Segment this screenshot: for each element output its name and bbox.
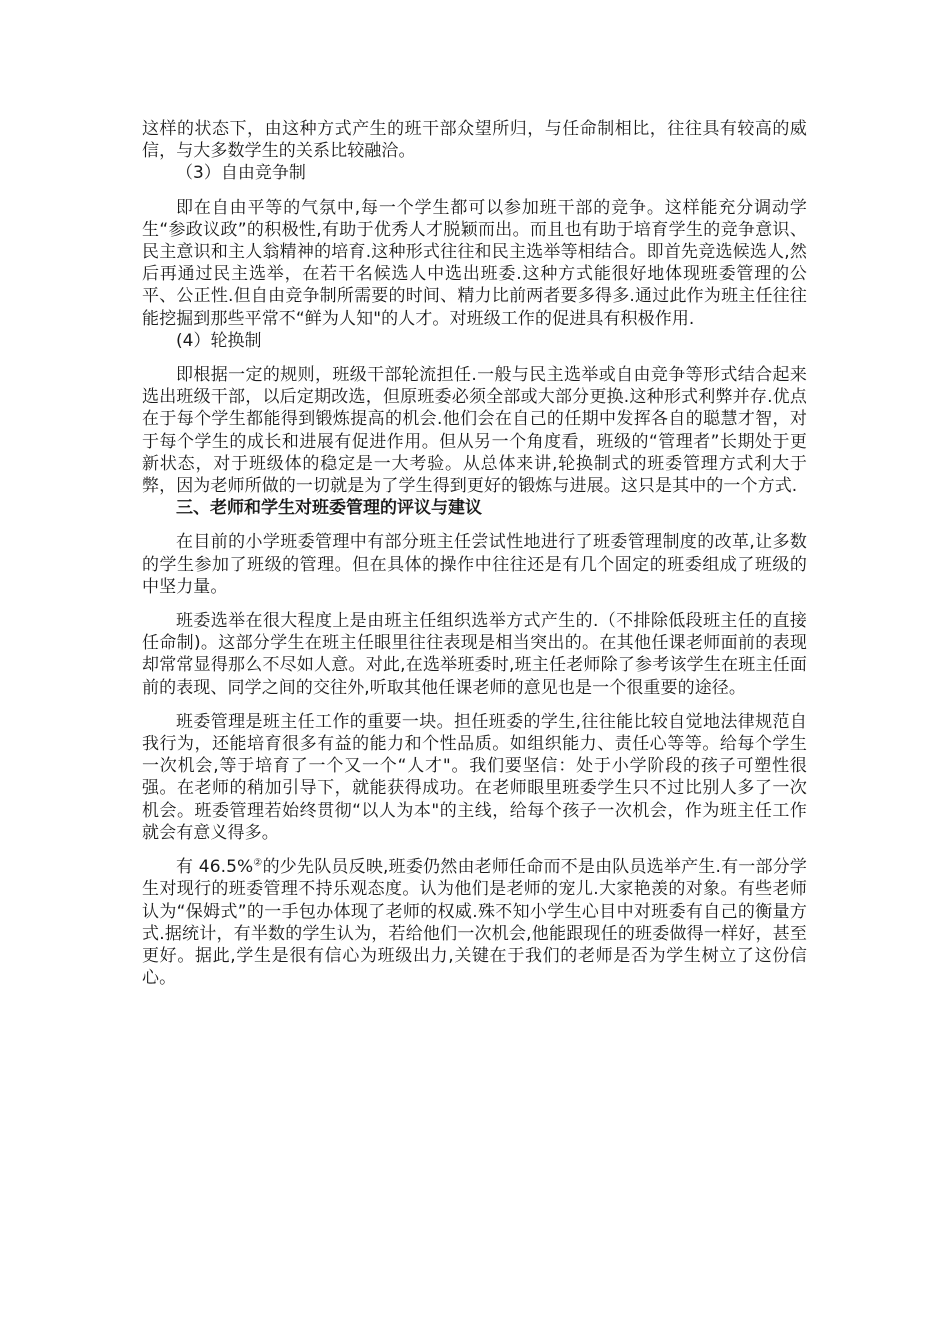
paragraph-continuation: 这样的状态下，由这种方式产生的班干部众望所归，与任命制相比，往往具有较高的威信，与大多数学生的关系比较融洽。	[142, 119, 807, 162]
paragraph-election: 班委选举在很大程度上是由班主任组织选举方式产生的.（不排除低段班主任的直接任命制)。这部分学生在班主任眼里往往表现是相当突出的。在其他任课老师面前的表现却常常显得那么不尽如人意。对此,在选举班委时,班主任老师除了参考该学生在班主任面前的表现、同学之间的交往外,听取其他任课老师的意见也是一个很重要的途径。	[142, 611, 807, 698]
paragraph-importance: 班委管理是班主任工作的重要一块。担任班委的学生,往往能比较自觉地法律规范自我行为，还能培育很多有益的能力和个性品质。如组织能力、责任心等等。给每个学生一次机会,等于培育了一个又一个“人才"。我们要坚信：处于小学阶段的孩子可塑性很强。在老师的稍加引导下，就能获得成功。在老师眼里班委学生只不过比别人多了一次机会。班委管理若始终贯彻“以人为本"的主线，给每个孩子一次机会，作为班主任工作就会有意义得多。	[142, 711, 807, 843]
section-heading: 三、老师和学生对班委管理的评议与建议	[176, 498, 482, 519]
paragraph-reform: 在目前的小学班委管理中有部分班主任尝试性地进行了班委管理制度的改革,让多数的学生参加了班级的管理。但在具体的操作中往往还是有几个固定的班委组成了班级的中坚力量。	[142, 532, 807, 597]
statistics-rest: 的少先队员反映,班委仍然由老师任命而不是由队员选举产生.有一部分学生对现行的班委管理不持乐观态度。认为他们是老师的宠儿.大家艳羡的对象。有些老师认为“保姆式”的一手包办体现了老师的权威.殊不知小学生心目中对班委有自己的衡量方式.据统计，有半数的学生认为，若给他们一次机会,他能跟现任的班委做得一样好，甚至更好。据此,学生是很有信心为班级出力,关键在于我们的老师是否为学生树立了这份信心。	[142, 857, 808, 989]
subheading-rotation: (4）轮换制	[176, 330, 262, 351]
paragraph-statistics	[142, 856, 807, 989]
document-page	[142, 118, 807, 989]
paragraph-rotation: 即根据一定的规则，班级干部轮流担任.一般与民主选举或自由竞争等形式结合起来选出班级干部，以后定期改选，但原班委必须全部或大部分更换.这种形式利弊并存.优点在于每个学生都能得到锻炼提高的机会.他们会在自己的任期中发挥各自的聪慧才智，对于每个学生的成长和进展有促进作用。但从另一个角度看，班级的“管理者”长期处于更新状态，对于班级体的稳定是一大考验。从总体来讲,轮换制式的班委管理方式利大于弊，因为老师所做的一切就是为了学生得到更好的锻炼与进展。这只是其中的一个方式.	[142, 365, 807, 497]
footnote-ref[interactable]: ②	[253, 857, 263, 869]
subheading-free-competition: （3）自由竞争制	[176, 163, 306, 184]
paragraph-free-competition: 即在自由平等的气氛中,每一个学生都可以参加班干部的竞争。这样能充分调动学生“参政议政”的积极性,有助于优秀人才脱颖而出。而且也有助于培育学生的竞争意识、民主意识和主人翁精神的培育.这种形式往往和民主选举等相结合。即首先竞选候选人,然后再通过民主选举，在若干名候选人中选出班委.这种方式能很好地体现班委管理的公平、公正性.但自由竞争制所需要的时间、精力比前两者要多得多.通过此作为班主任往往能挖掘到那些平常不“鲜为人知"的人才。对班级工作的促进具有积极作用.	[142, 197, 807, 329]
statistic-text: 有 46.5%	[176, 857, 254, 878]
